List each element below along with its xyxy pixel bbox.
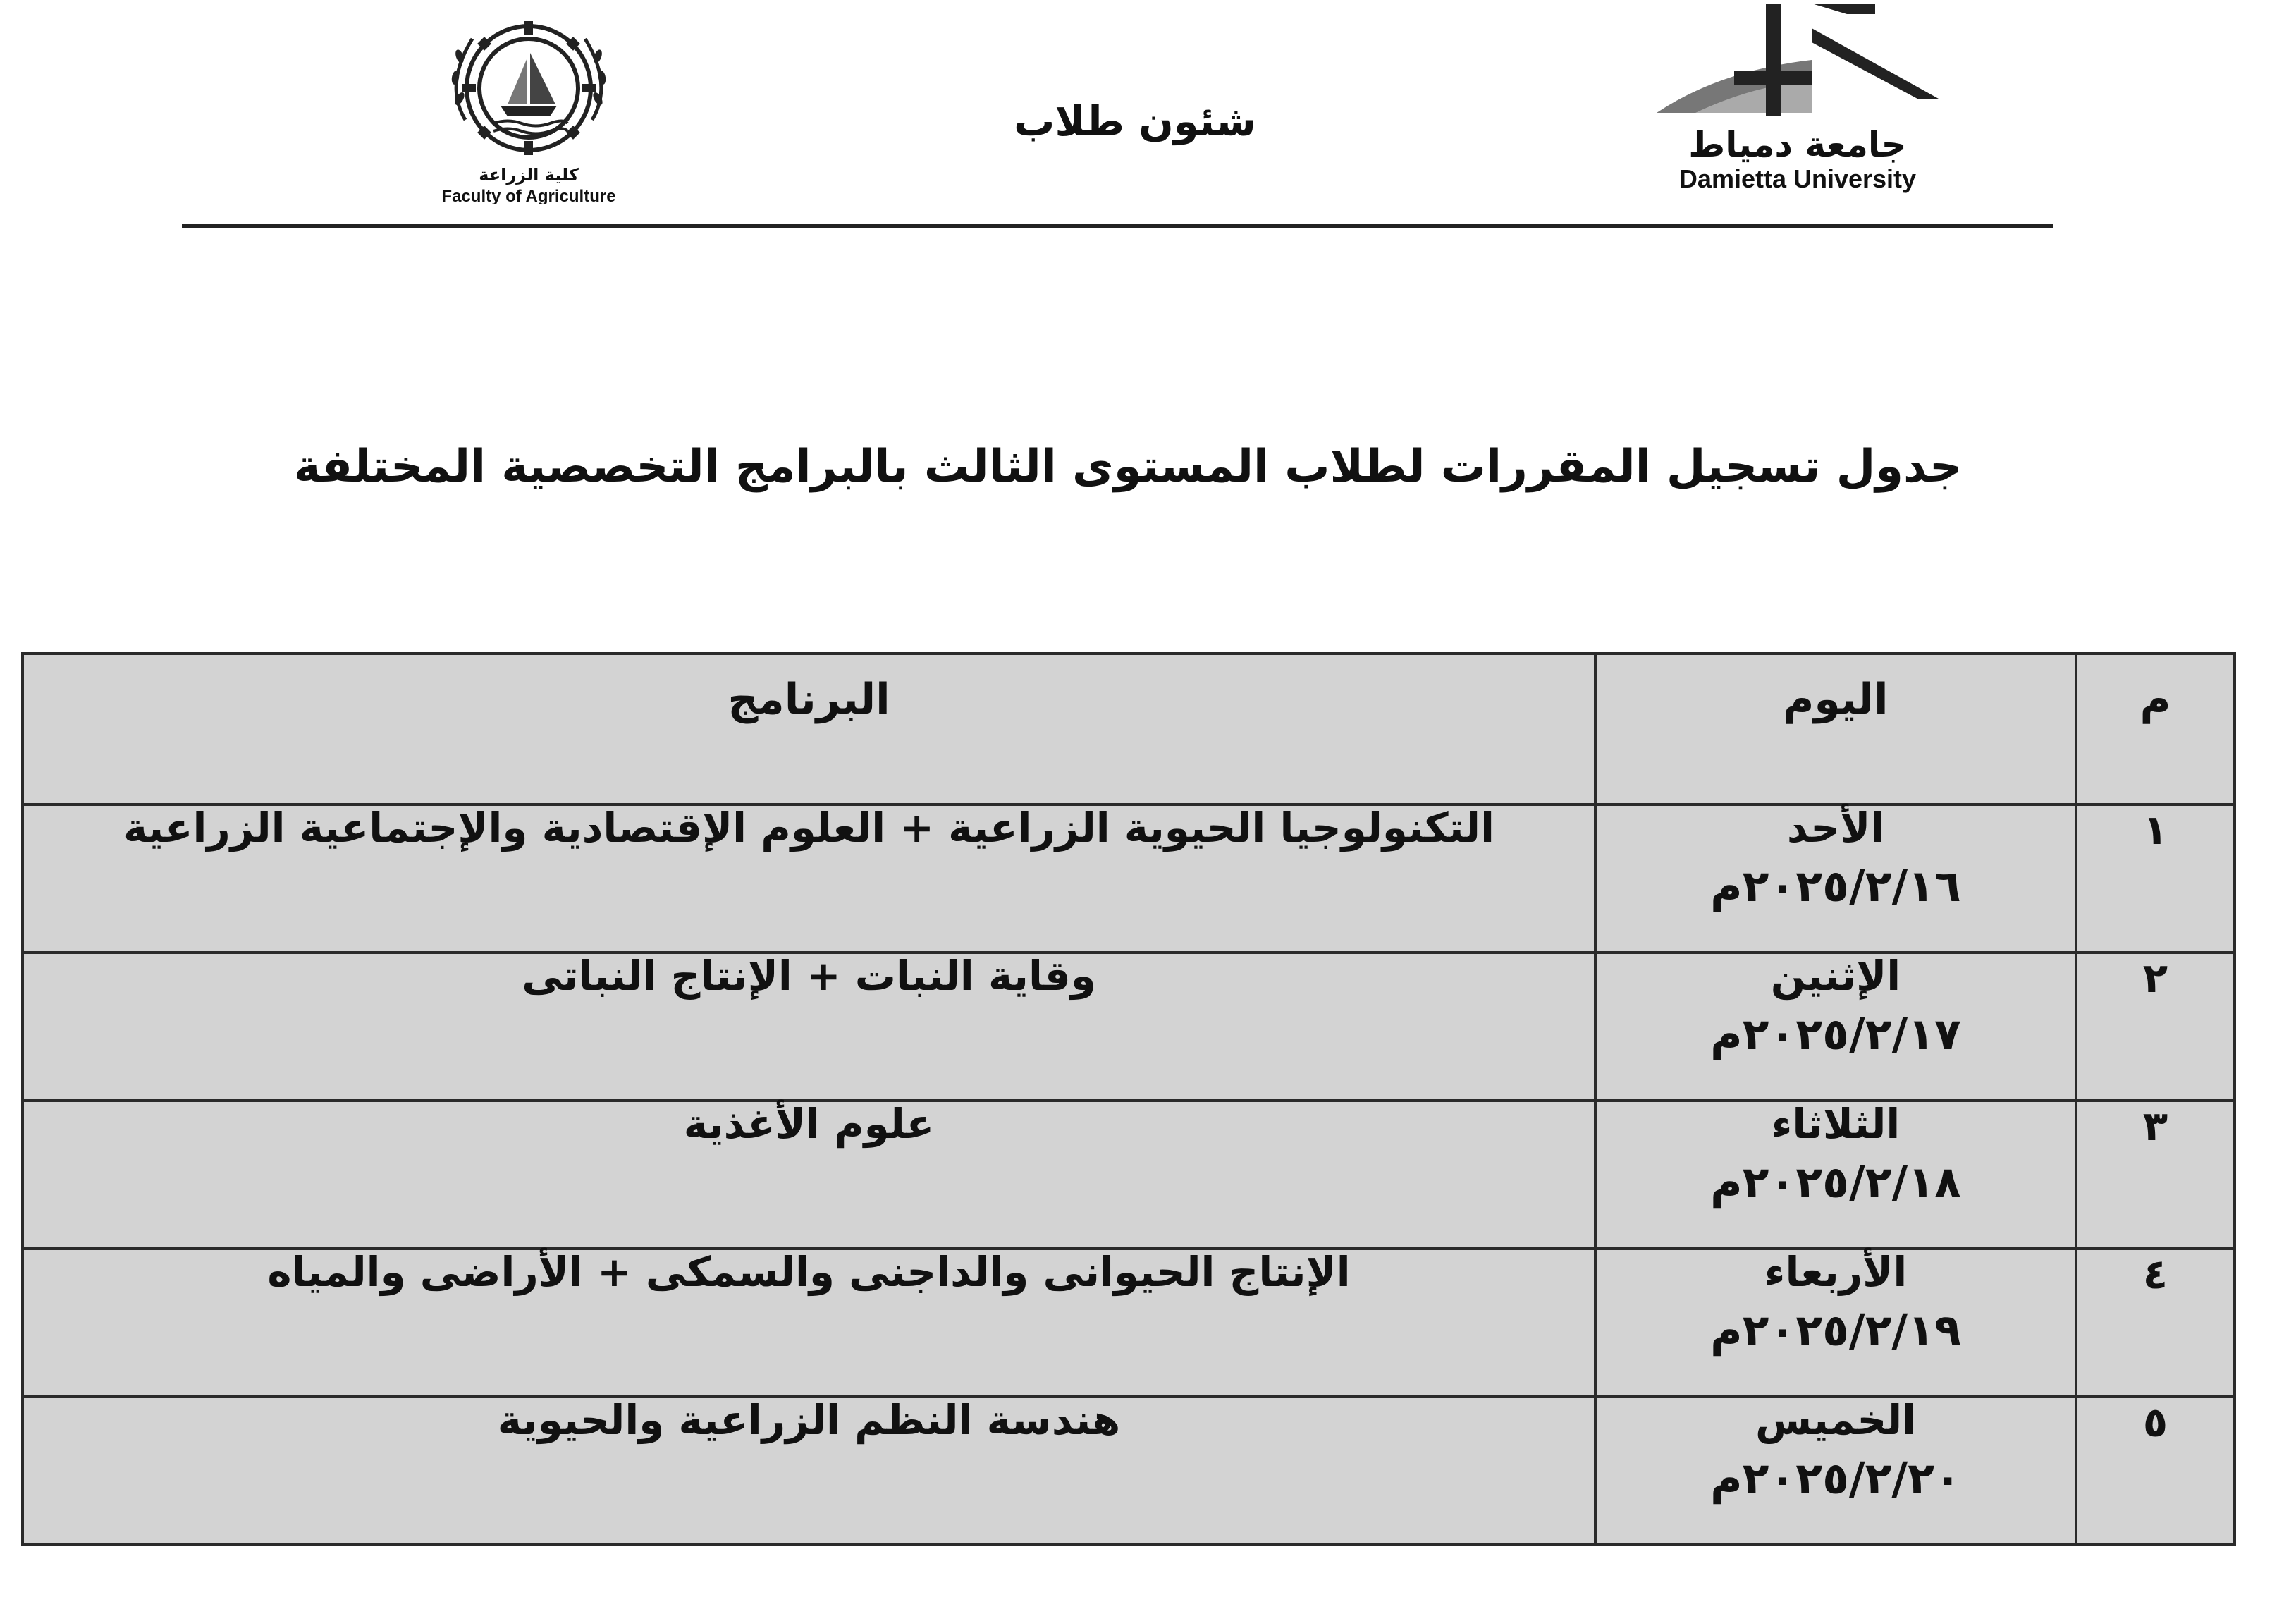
svg-text:Damietta University: Damietta University	[1678, 164, 1917, 193]
table-row	[23, 1249, 2235, 1397]
row-day-cell	[1595, 1249, 2076, 1397]
header-divider	[182, 224, 2053, 228]
row-program: علوم الأغذية	[23, 1101, 1595, 1249]
table-row	[23, 1397, 2235, 1545]
column-header-program: البرنامج	[23, 654, 1595, 804]
row-day-cell	[1595, 1101, 2076, 1249]
row-date: ٢٠٢٥/٢/١٨م	[1710, 1156, 1961, 1208]
column-header-day: اليوم	[1595, 654, 2076, 804]
row-day: الخميس	[1755, 1396, 1916, 1444]
department-title: شئون طلاب	[1014, 97, 1256, 145]
row-date: ٢٠٢٥/٢/١٩م	[1710, 1304, 1961, 1356]
svg-text:Faculty of Agriculture: Faculty of Agriculture	[441, 187, 616, 204]
faculty-of-agriculture-logo	[395, 14, 663, 204]
row-number: ٣	[2076, 1101, 2235, 1249]
row-date: ٢٠٢٥/٢/٢٠م	[1710, 1452, 1961, 1504]
table-row	[23, 1101, 2235, 1249]
row-program: التكنولوجيا الحيوية الزراعية + العلوم الإقتصادية والإجتماعية الزراعية	[23, 804, 1595, 953]
document-title: جدول تسجيل المقررات لطلاب المستوى الثالث بالبرامج التخصصية المختلفة	[293, 441, 1963, 493]
damietta-university-logo	[1643, 0, 1953, 197]
row-program: الإنتاج الحيوانى والداجنى والسمكى + الأراضى والمياه	[23, 1249, 1595, 1397]
row-day: الإثنين	[1770, 952, 1901, 1000]
row-number: ٥	[2076, 1397, 2235, 1545]
table-row	[23, 804, 2235, 953]
column-header-number: م	[2076, 654, 2235, 804]
row-day: الثلاثاء	[1771, 1100, 1901, 1148]
row-day: الأربعاء	[1764, 1248, 1908, 1296]
row-day: الأحد	[1786, 804, 1885, 852]
row-day-cell	[1595, 804, 2076, 953]
row-number: ٤	[2076, 1249, 2235, 1397]
row-program: هندسة النظم الزراعية والحيوية	[23, 1397, 1595, 1545]
row-date: ٢٠٢٥/٢/١٦م	[1710, 859, 1961, 912]
svg-text:جامعة دمياط: جامعة دمياط	[1688, 124, 1907, 165]
table-row	[23, 953, 2235, 1101]
row-date: ٢٠٢٥/٢/١٧م	[1710, 1008, 1961, 1060]
row-day-cell	[1595, 1397, 2076, 1545]
registration-schedule-table	[21, 652, 2236, 1546]
table-header-row	[23, 654, 2235, 804]
row-day-cell	[1595, 953, 2076, 1101]
row-program: وقاية النبات + الإنتاج النباتى	[23, 953, 1595, 1101]
row-number: ٢	[2076, 953, 2235, 1101]
row-number: ١	[2076, 804, 2235, 953]
svg-text:كلية الزراعة: كلية الزراعة	[479, 165, 579, 185]
